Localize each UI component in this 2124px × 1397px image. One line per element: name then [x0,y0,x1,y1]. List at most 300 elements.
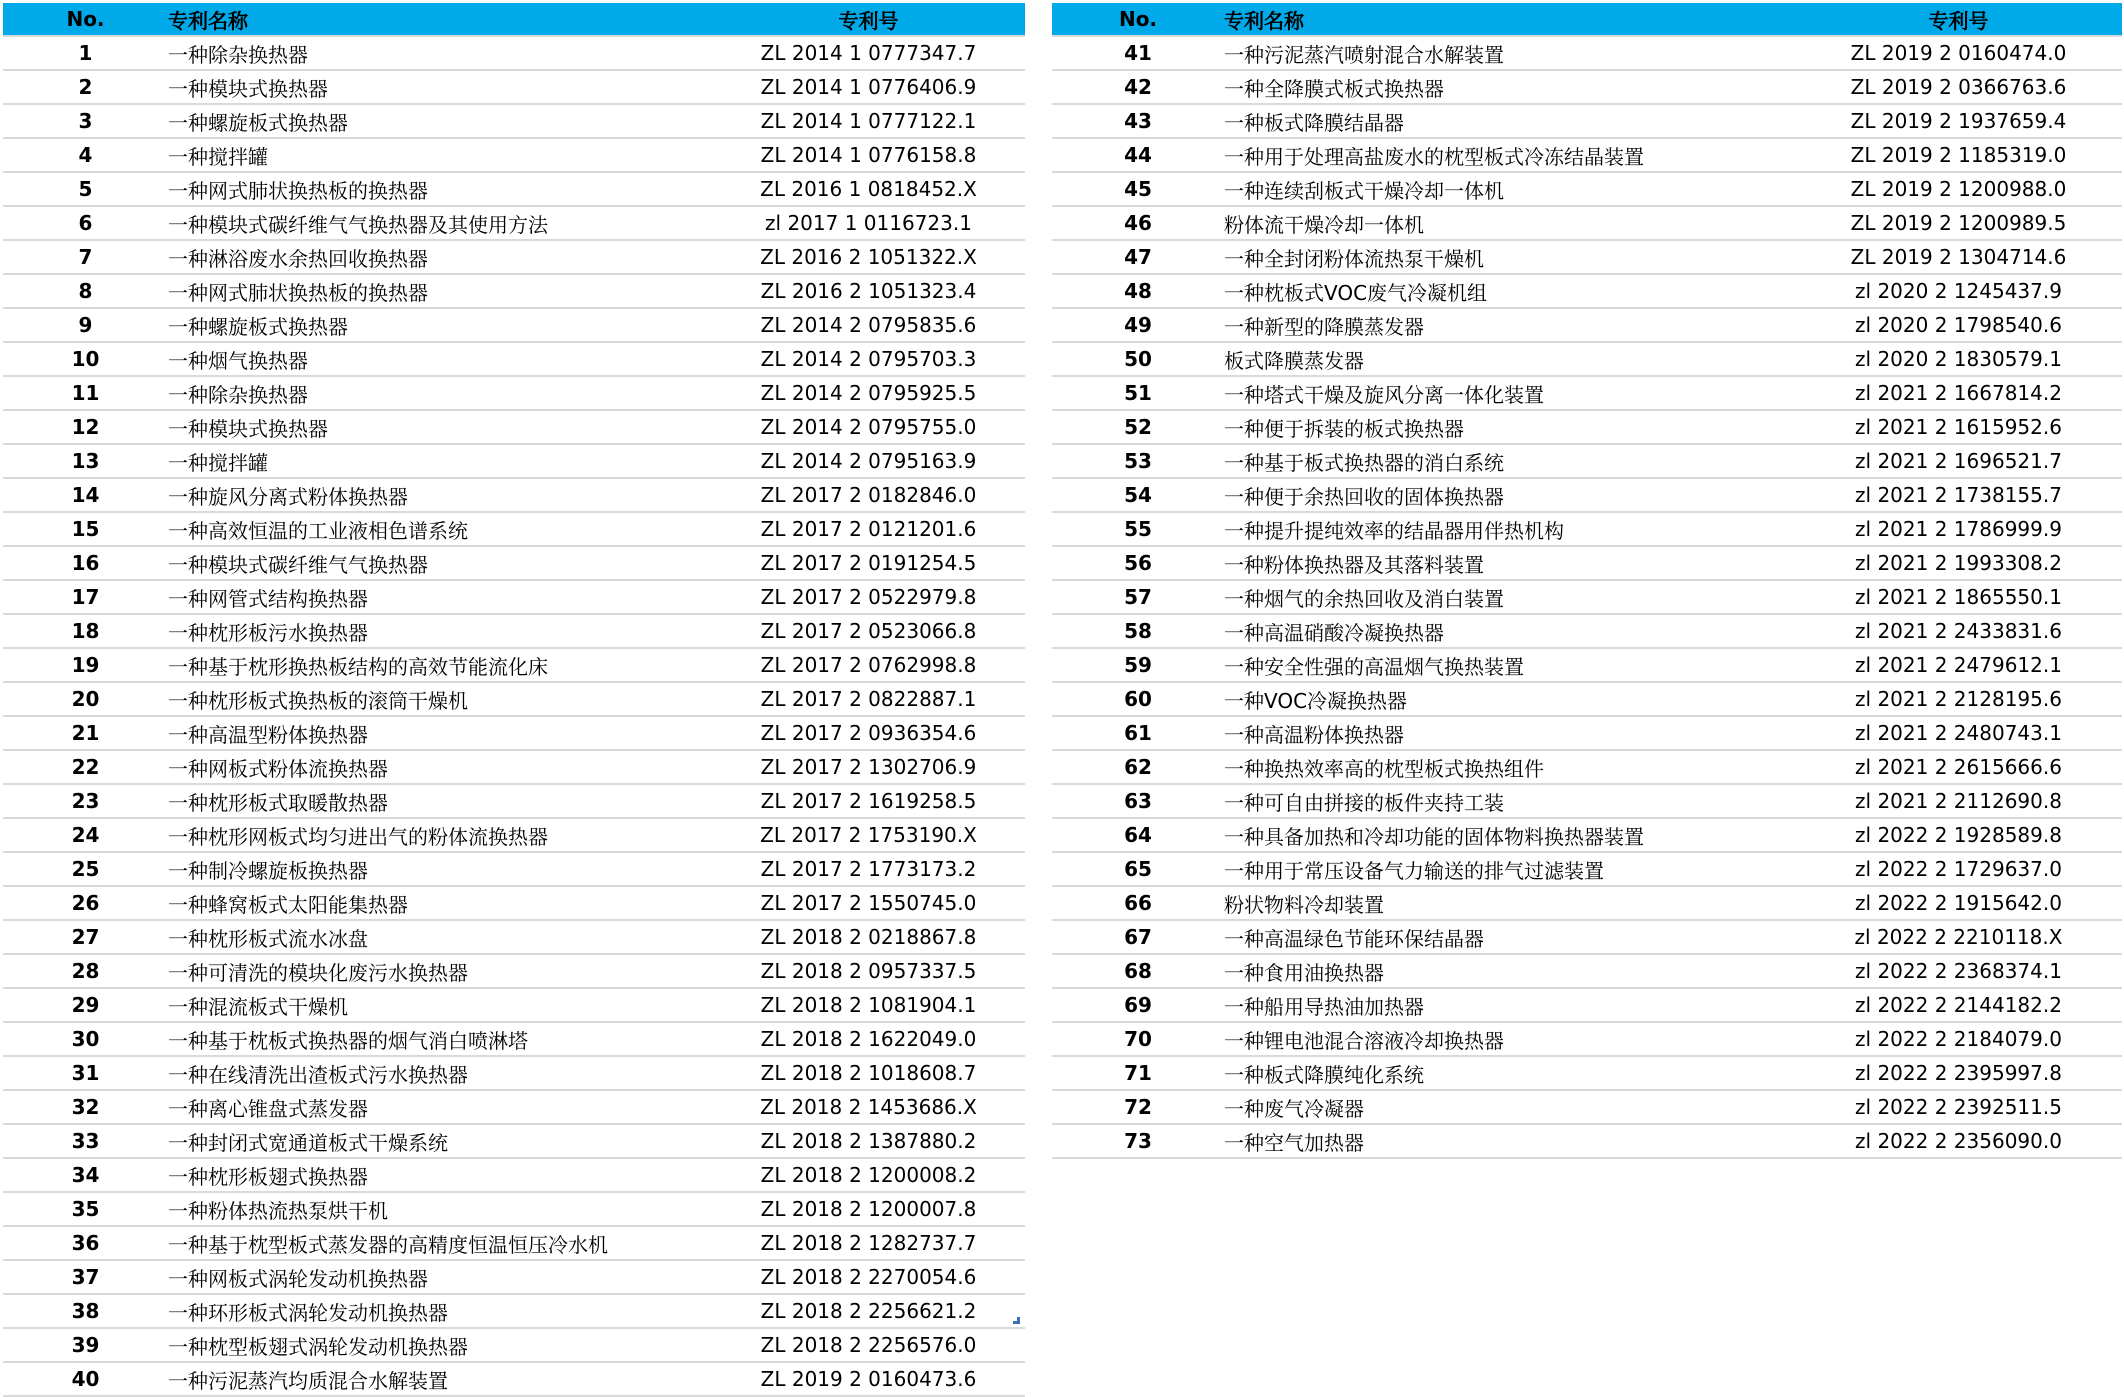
patent-name: 一种烟气的余热回收及消白装置 [1224,580,1795,614]
row-number: 33 [3,1124,168,1158]
table-row [1052,172,2122,206]
row-number: 40 [3,1362,168,1396]
table-row [3,1124,1025,1158]
patent-number: ZL 2017 2 0822887.1 [712,682,1025,716]
patent-number: ZL 2014 2 0795755.0 [712,410,1025,444]
table-row [1052,988,2122,1022]
patent-name: 一种具备加热和冷却功能的固体物料换热器装置 [1224,818,1795,852]
row-number: 46 [1052,206,1224,240]
patent-number: zl 2022 2 2144182.2 [1795,988,2122,1022]
table-row [3,1056,1025,1090]
row-number: 7 [3,240,168,274]
patent-number: ZL 2018 2 1453686.X [712,1090,1025,1124]
patent-name: 一种高效恒温的工业液相色谱系统 [168,512,712,546]
patent-name: 一种基于枕型板式蒸发器的高精度恒温恒压冷水机 [168,1226,712,1260]
header-patent: 专利号 [1795,3,2122,36]
row-number: 63 [1052,784,1224,818]
row-number: 69 [1052,988,1224,1022]
table-row [1052,716,2122,750]
patent-number: ZL 2018 2 1018608.7 [712,1056,1025,1090]
row-number: 64 [1052,818,1224,852]
row-number: 39 [3,1328,168,1362]
row-number: 65 [1052,852,1224,886]
patent-name: 一种便于拆装的板式换热器 [1224,410,1795,444]
row-number: 48 [1052,274,1224,308]
table-body-right [1052,36,2122,1158]
table-row [1052,784,2122,818]
table-row [3,104,1025,138]
patent-name: 一种模块式碳纤维气气换热器及其使用方法 [168,206,712,240]
patent-name: 一种网板式涡轮发动机换热器 [168,1260,712,1294]
table-row [3,410,1025,444]
row-number: 47 [1052,240,1224,274]
patent-name: 一种锂电池混合溶液冷却换热器 [1224,1022,1795,1056]
patent-name: 一种高温硝酸冷凝换热器 [1224,614,1795,648]
row-number: 44 [1052,138,1224,172]
patent-number: ZL 2016 2 1051323.4 [712,274,1025,308]
patent-number: zl 2021 2 2112690.8 [1795,784,2122,818]
patent-name: 一种连续刮板式干燥冷却一体机 [1224,172,1795,206]
table-row [3,682,1025,716]
resize-corner-icon [1013,1317,1020,1324]
patent-number: ZL 2019 2 0160474.0 [1795,36,2122,70]
row-number: 31 [3,1056,168,1090]
patent-number: ZL 2014 1 0776406.9 [712,70,1025,104]
patent-number: zl 2022 2 1729637.0 [1795,852,2122,886]
table-row [3,716,1025,750]
patent-name: 一种食用油换热器 [1224,954,1795,988]
patent-number: ZL 2018 2 1200007.8 [712,1192,1025,1226]
patent-name: 一种淋浴废水余热回收换热器 [168,240,712,274]
row-number: 49 [1052,308,1224,342]
patent-number: ZL 2014 2 0795925.5 [712,376,1025,410]
patent-name: 一种基于枕形换热板结构的高效节能流化床 [168,648,712,682]
row-number: 61 [1052,716,1224,750]
table-row [1052,920,2122,954]
patent-name: 一种烟气换热器 [168,342,712,376]
table-row [3,512,1025,546]
table-row [1052,1090,2122,1124]
patent-number: zl 2021 2 2615666.6 [1795,750,2122,784]
patent-name: 一种螺旋板式换热器 [168,104,712,138]
row-number: 43 [1052,104,1224,138]
patent-number: zl 2017 1 0116723.1 [712,206,1025,240]
patent-name: 一种便于余热回收的固体换热器 [1224,478,1795,512]
table-row [3,36,1025,70]
table-row [3,70,1025,104]
table-row [3,478,1025,512]
row-number: 21 [3,716,168,750]
patent-name: 一种枕型板翅式涡轮发动机换热器 [168,1328,712,1362]
patent-number: ZL 2019 2 1200988.0 [1795,172,2122,206]
patent-name: 粉体流干燥冷却一体机 [1224,206,1795,240]
patent-name: 一种可清洗的模块化废污水换热器 [168,954,712,988]
row-number: 57 [1052,580,1224,614]
table-row [1052,342,2122,376]
table-row [3,1328,1025,1362]
table-row [3,920,1025,954]
table-row [1052,104,2122,138]
patent-number: zl 2021 2 2128195.6 [1795,682,2122,716]
patent-name: 一种枕形网板式均匀进出气的粉体流换热器 [168,818,712,852]
patent-name: 一种用于处理高盐废水的枕型板式冷冻结晶装置 [1224,138,1795,172]
patent-number: ZL 2017 2 1550745.0 [712,886,1025,920]
patent-number: ZL 2018 2 0957337.5 [712,954,1025,988]
row-number: 30 [3,1022,168,1056]
header-name: 专利名称 [168,3,712,36]
row-number: 1 [3,36,168,70]
row-number: 52 [1052,410,1224,444]
table-row [1052,444,2122,478]
patent-name: 一种污泥蒸汽喷射混合水解装置 [1224,36,1795,70]
patent-number: zl 2021 2 1615952.6 [1795,410,2122,444]
table-row [3,546,1025,580]
patent-number: ZL 2017 2 1302706.9 [712,750,1025,784]
patent-number: zl 2021 2 1865550.1 [1795,580,2122,614]
row-number: 37 [3,1260,168,1294]
patent-number: zl 2020 2 1245437.9 [1795,274,2122,308]
table-body-left [3,36,1025,1396]
patent-number: zl 2021 2 1738155.7 [1795,478,2122,512]
table-row [3,648,1025,682]
row-number: 2 [3,70,168,104]
table-row [1052,954,2122,988]
header-no: No. [1052,3,1224,36]
table-row [3,1090,1025,1124]
patent-name: 一种提升提纯效率的结晶器用伴热机构 [1224,512,1795,546]
row-number: 27 [3,920,168,954]
row-number: 35 [3,1192,168,1226]
patent-number: ZL 2017 2 1753190.X [712,818,1025,852]
table-row [3,1294,1025,1328]
table-row [1052,274,2122,308]
patent-name: 板式降膜蒸发器 [1224,342,1795,376]
table-row [3,1260,1025,1294]
row-number: 70 [1052,1022,1224,1056]
patent-name: 一种搅拌罐 [168,444,712,478]
table-row [3,852,1025,886]
patent-name: 一种可自由拼接的板件夹持工装 [1224,784,1795,818]
patent-name: 一种板式降膜纯化系统 [1224,1056,1795,1090]
row-number: 24 [3,818,168,852]
patent-number: ZL 2018 2 0218867.8 [712,920,1025,954]
patent-number: ZL 2017 2 1619258.5 [712,784,1025,818]
patent-table-right [1052,3,2122,1159]
table-row [3,138,1025,172]
patent-number: ZL 2018 2 1081904.1 [712,988,1025,1022]
patent-name: 一种VOC冷凝换热器 [1224,682,1795,716]
patent-name: 一种枕板式VOC废气冷凝机组 [1224,274,1795,308]
patent-name: 一种搅拌罐 [168,138,712,172]
patent-name: 一种蜂窝板式太阳能集热器 [168,886,712,920]
patent-name: 一种制冷螺旋板换热器 [168,852,712,886]
patent-number: zl 2022 2 2210118.X [1795,920,2122,954]
table-row [3,444,1025,478]
patent-name: 一种全降膜式板式换热器 [1224,70,1795,104]
patent-table-left [3,3,1025,1397]
patent-name: 一种离心锥盘式蒸发器 [168,1090,712,1124]
patent-name: 一种模块式换热器 [168,70,712,104]
patent-name: 一种网式肺状换热板的换热器 [168,274,712,308]
patent-number: zl 2021 2 1786999.9 [1795,512,2122,546]
row-number: 73 [1052,1124,1224,1158]
row-number: 50 [1052,342,1224,376]
row-number: 68 [1052,954,1224,988]
header-name: 专利名称 [1224,3,1795,36]
table-row [1052,546,2122,580]
row-number: 22 [3,750,168,784]
patent-name: 一种板式降膜结晶器 [1224,104,1795,138]
patent-name: 一种粉体换热器及其落料装置 [1224,546,1795,580]
patent-number: ZL 2019 2 1185319.0 [1795,138,2122,172]
patent-number: ZL 2019 2 0366763.6 [1795,70,2122,104]
table-row [1052,886,2122,920]
row-number: 66 [1052,886,1224,920]
patent-number: ZL 2018 2 2256576.0 [712,1328,1025,1362]
patent-name: 一种全封闭粉体流热泵干燥机 [1224,240,1795,274]
patent-name: 一种污泥蒸汽均质混合水解装置 [168,1362,712,1396]
patent-name: 一种高温绿色节能环保结晶器 [1224,920,1795,954]
table-row [1052,206,2122,240]
patent-number: zl 2021 2 1667814.2 [1795,376,2122,410]
row-number: 58 [1052,614,1224,648]
patent-name: 一种新型的降膜蒸发器 [1224,308,1795,342]
table-row [3,1362,1025,1396]
patent-number: ZL 2018 2 1622049.0 [712,1022,1025,1056]
patent-name: 一种空气加热器 [1224,1124,1795,1158]
patent-name: 一种安全性强的高温烟气换热装置 [1224,648,1795,682]
row-number: 11 [3,376,168,410]
row-number: 53 [1052,444,1224,478]
row-number: 67 [1052,920,1224,954]
table-header [1052,3,2122,36]
patent-number: ZL 2017 2 0522979.8 [712,580,1025,614]
patent-name: 一种枕形板翅式换热器 [168,1158,712,1192]
patent-name: 一种基于枕板式换热器的烟气消白喷淋塔 [168,1022,712,1056]
table-row [3,274,1025,308]
patent-number: ZL 2014 2 0795835.6 [712,308,1025,342]
row-number: 38 [3,1294,168,1328]
table-row [1052,682,2122,716]
table-row [1052,1056,2122,1090]
table-row [3,1226,1025,1260]
patent-name: 一种枕形板式换热板的滚筒干燥机 [168,682,712,716]
header-no: No. [3,3,168,36]
table-row [3,1158,1025,1192]
row-number: 45 [1052,172,1224,206]
table-row [1052,1124,2122,1158]
patent-number: ZL 2019 2 0160473.6 [712,1362,1025,1396]
patent-number: zl 2022 2 2184079.0 [1795,1022,2122,1056]
row-number: 41 [1052,36,1224,70]
patent-number: ZL 2019 2 1304714.6 [1795,240,2122,274]
table-row [1052,36,2122,70]
patent-name: 一种网式肺状换热板的换热器 [168,172,712,206]
patent-number: ZL 2018 2 2256621.2 [712,1294,1025,1328]
patent-number: ZL 2014 2 0795703.3 [712,342,1025,376]
table-row [1052,614,2122,648]
row-number: 34 [3,1158,168,1192]
table-row [1052,240,2122,274]
row-number: 55 [1052,512,1224,546]
table-row [3,580,1025,614]
table-row [3,784,1025,818]
table-row [1052,478,2122,512]
table-row [1052,1022,2122,1056]
row-number: 14 [3,478,168,512]
row-number: 20 [3,682,168,716]
row-number: 13 [3,444,168,478]
row-number: 19 [3,648,168,682]
patent-number: ZL 2017 2 0523066.8 [712,614,1025,648]
patent-number: zl 2022 2 1915642.0 [1795,886,2122,920]
row-number: 26 [3,886,168,920]
table-row [1052,308,2122,342]
table-row [3,1022,1025,1056]
patent-name: 一种高温型粉体换热器 [168,716,712,750]
table-row [1052,852,2122,886]
table-row [1052,410,2122,444]
patent-number: zl 2021 2 2479612.1 [1795,648,2122,682]
row-number: 51 [1052,376,1224,410]
table-row [3,614,1025,648]
row-number: 3 [3,104,168,138]
table-row [3,988,1025,1022]
row-number: 16 [3,546,168,580]
table-row [3,818,1025,852]
patent-number: zl 2021 2 1696521.7 [1795,444,2122,478]
table-row [1052,750,2122,784]
patent-number: zl 2022 2 2356090.0 [1795,1124,2122,1158]
row-number: 6 [3,206,168,240]
row-number: 71 [1052,1056,1224,1090]
patent-number: zl 2022 2 2368374.1 [1795,954,2122,988]
patent-name: 一种换热效率高的枕型板式换热组件 [1224,750,1795,784]
patent-name: 一种混流板式干燥机 [168,988,712,1022]
patent-name: 一种模块式换热器 [168,410,712,444]
table-row [1052,512,2122,546]
row-number: 23 [3,784,168,818]
table-row [3,954,1025,988]
row-number: 18 [3,614,168,648]
patent-name: 一种船用导热油加热器 [1224,988,1795,1022]
row-number: 8 [3,274,168,308]
table-row [1052,580,2122,614]
patent-number: zl 2022 2 2395997.8 [1795,1056,2122,1090]
row-number: 10 [3,342,168,376]
table-row [1052,648,2122,682]
row-number: 5 [3,172,168,206]
patent-name: 一种高温粉体换热器 [1224,716,1795,750]
patent-number: zl 2022 2 1928589.8 [1795,818,2122,852]
patent-name: 一种塔式干燥及旋风分离一体化装置 [1224,376,1795,410]
table-row [3,240,1025,274]
patent-name: 一种模块式碳纤维气气换热器 [168,546,712,580]
row-number: 29 [3,988,168,1022]
row-number: 59 [1052,648,1224,682]
patent-number: ZL 2014 1 0776158.8 [712,138,1025,172]
patent-number: ZL 2016 2 1051322.X [712,240,1025,274]
table-row [3,750,1025,784]
patent-number: zl 2022 2 2392511.5 [1795,1090,2122,1124]
row-number: 36 [3,1226,168,1260]
row-number: 42 [1052,70,1224,104]
row-number: 54 [1052,478,1224,512]
patent-number: ZL 2014 1 0777347.7 [712,36,1025,70]
table-row [3,206,1025,240]
patent-name: 一种废气冷凝器 [1224,1090,1795,1124]
patent-name: 一种基于板式换热器的消白系统 [1224,444,1795,478]
table-row [3,1192,1025,1226]
row-number: 17 [3,580,168,614]
patent-name: 一种旋风分离式粉体换热器 [168,478,712,512]
patent-number: ZL 2017 2 0762998.8 [712,648,1025,682]
patent-number: ZL 2018 2 1282737.7 [712,1226,1025,1260]
patent-number: ZL 2017 2 0936354.6 [712,716,1025,750]
row-number: 15 [3,512,168,546]
patent-name: 一种用于常压设备气力输送的排气过滤装置 [1224,852,1795,886]
patent-number: ZL 2019 2 1937659.4 [1795,104,2122,138]
patent-name: 一种枕形板污水换热器 [168,614,712,648]
patent-number: zl 2021 2 2480743.1 [1795,716,2122,750]
patent-name: 一种粉体热流热泵烘干机 [168,1192,712,1226]
patent-name: 一种网板式粉体流换热器 [168,750,712,784]
table-row [3,376,1025,410]
row-number: 12 [3,410,168,444]
row-number: 32 [3,1090,168,1124]
row-number: 62 [1052,750,1224,784]
patent-number: zl 2020 2 1798540.6 [1795,308,2122,342]
header-patent: 专利号 [712,3,1025,36]
table-row [1052,376,2122,410]
table-row [3,172,1025,206]
patent-number: ZL 2017 2 0121201.6 [712,512,1025,546]
patent-name: 一种环形板式涡轮发动机换热器 [168,1294,712,1328]
patent-name: 一种螺旋板式换热器 [168,308,712,342]
table-row [3,886,1025,920]
patent-number: ZL 2018 2 1200008.2 [712,1158,1025,1192]
patent-name: 一种网管式结构换热器 [168,580,712,614]
patent-number: ZL 2014 1 0777122.1 [712,104,1025,138]
patent-number: ZL 2018 2 1387880.2 [712,1124,1025,1158]
patent-name: 一种在线清洗出渣板式污水换热器 [168,1056,712,1090]
table-row [1052,818,2122,852]
row-number: 72 [1052,1090,1224,1124]
patent-name: 粉状物料冷却装置 [1224,886,1795,920]
patent-number: ZL 2017 2 1773173.2 [712,852,1025,886]
patent-number: zl 2020 2 1830579.1 [1795,342,2122,376]
table-row [1052,70,2122,104]
patent-name: 一种除杂换热器 [168,376,712,410]
patent-number: zl 2021 2 2433831.6 [1795,614,2122,648]
table-row [3,308,1025,342]
patent-name: 一种封闭式宽通道板式干燥系统 [168,1124,712,1158]
row-number: 60 [1052,682,1224,716]
patent-number: ZL 2016 1 0818452.X [712,172,1025,206]
table-header [3,3,1025,36]
row-number: 9 [3,308,168,342]
patent-name: 一种枕形板式取暖散热器 [168,784,712,818]
row-number: 28 [3,954,168,988]
row-number: 4 [3,138,168,172]
row-number: 56 [1052,546,1224,580]
patent-number: ZL 2017 2 0191254.5 [712,546,1025,580]
patent-number: ZL 2019 2 1200989.5 [1795,206,2122,240]
patent-number: ZL 2014 2 0795163.9 [712,444,1025,478]
patent-number: ZL 2017 2 0182846.0 [712,478,1025,512]
patent-number: zl 2021 2 1993308.2 [1795,546,2122,580]
table-row [1052,138,2122,172]
